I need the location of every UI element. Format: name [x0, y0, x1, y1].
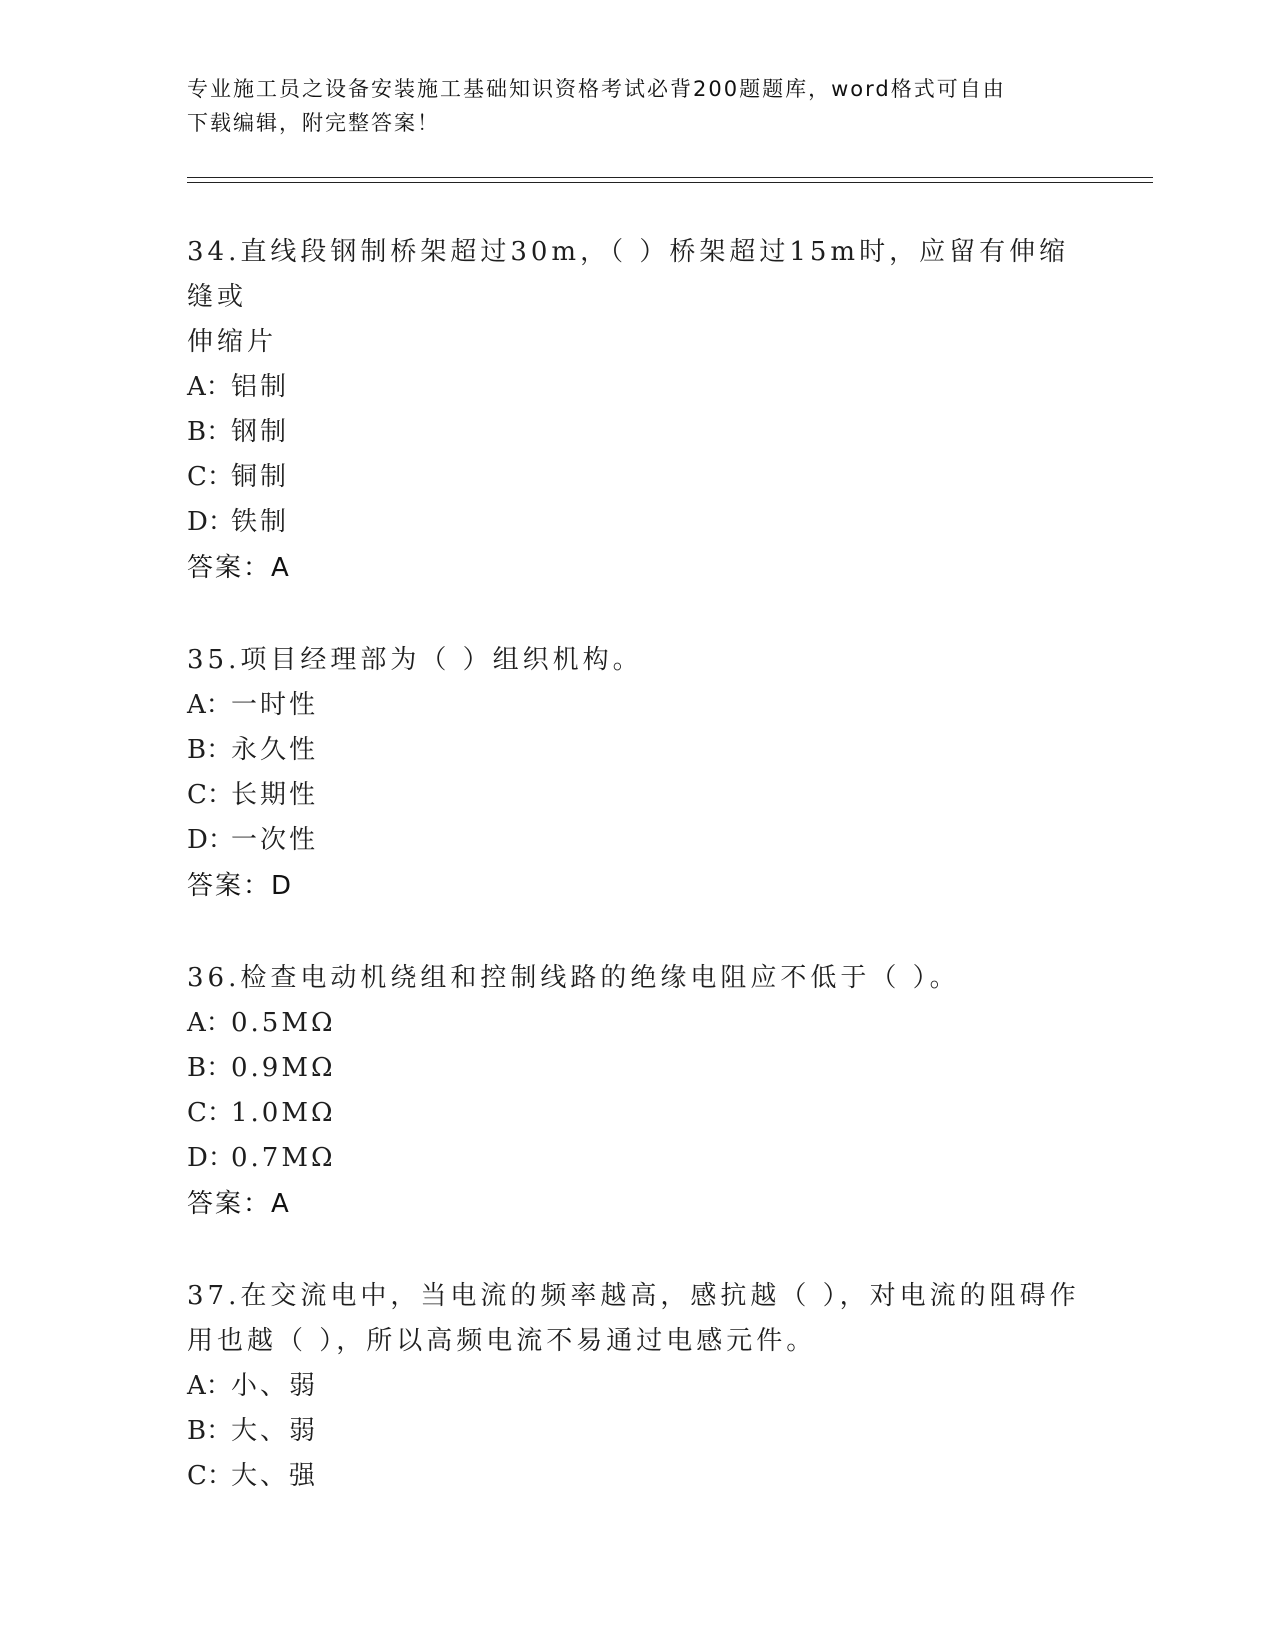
option-key: D： [187, 1143, 234, 1173]
option-key: D： [187, 507, 234, 537]
question-stem [187, 638, 1087, 683]
option-key: C： [187, 462, 233, 492]
option-c [187, 1091, 1087, 1136]
option-text: 一时性 [231, 690, 319, 720]
option-key: C： [187, 780, 233, 810]
answer-label: 答案：A [187, 1189, 291, 1219]
answer-label: 答案：D [187, 871, 294, 901]
option-a [187, 365, 1087, 410]
header-divider-top [187, 177, 1153, 178]
question-stem-line-1: 34.直线段钢制桥架超过30m，（ ）桥架超过15m时，应留有伸缩缝或 [187, 237, 1070, 312]
question-stem-line-2: 伸缩片 [187, 327, 278, 357]
option-c [187, 455, 1087, 500]
option-text: 大、强 [231, 1461, 319, 1491]
question-34 [187, 230, 1087, 592]
option-text: 钢制 [231, 417, 290, 447]
question-stem-line-2: 用也越（ ），所以高频电流不易通过电感元件。 [187, 1326, 817, 1356]
option-key: A： [187, 1008, 232, 1038]
option-key: A： [187, 690, 232, 720]
option-text: 长期性 [231, 780, 319, 810]
option-d [187, 1136, 1087, 1181]
option-d [187, 500, 1087, 545]
option-b [187, 1046, 1087, 1091]
option-text: 0.7MΩ [231, 1143, 336, 1173]
option-c [187, 773, 1087, 818]
question-stem [187, 230, 1087, 365]
header-divider-bottom [187, 182, 1153, 183]
option-key: B： [187, 1053, 233, 1083]
option-text: 小、弱 [231, 1371, 319, 1401]
question-stem-line-1: 35.项目经理部为（ ）组织机构。 [187, 645, 643, 675]
option-key: C： [187, 1461, 233, 1491]
option-text: 铜制 [231, 462, 290, 492]
header-title-line-2: 下载编辑，附完整答案！ [187, 111, 440, 135]
option-key: A： [187, 1371, 232, 1401]
option-b [187, 728, 1087, 773]
question-37 [187, 1274, 1087, 1499]
option-text: 1.0MΩ [231, 1098, 336, 1128]
question-stem-line-1: 36.检查电动机绕组和控制线路的绝缘电阻应不低于（ ）。 [187, 963, 960, 993]
option-d [187, 818, 1087, 863]
question-list [187, 230, 1087, 1545]
option-key: C： [187, 1098, 233, 1128]
option-a [187, 683, 1087, 728]
option-key: B： [187, 735, 233, 765]
option-a [187, 1364, 1087, 1409]
question-36 [187, 956, 1087, 1228]
option-text: 0.5MΩ [231, 1008, 336, 1038]
option-key: B： [187, 417, 233, 447]
header-title-line-1: 专业施工员之设备安装施工基础知识资格考试必背200题题库，word格式可自由 [187, 77, 1006, 101]
document-header [187, 72, 1087, 140]
question-stem [187, 956, 1087, 1001]
question-stem-line-1: 37.在交流电中，当电流的频率越高，感抗越（ ），对电流的阻碍作 [187, 1281, 1080, 1311]
option-key: D： [187, 825, 234, 855]
question-35 [187, 638, 1087, 910]
answer-label: 答案：A [187, 553, 291, 583]
option-text: 大、弱 [231, 1416, 319, 1446]
option-b [187, 1409, 1087, 1454]
option-key: A： [187, 372, 232, 402]
option-text: 铁制 [231, 507, 290, 537]
option-text: 一次性 [231, 825, 319, 855]
question-stem [187, 1274, 1087, 1364]
option-b [187, 410, 1087, 455]
option-text: 铝制 [231, 372, 290, 402]
option-key: B： [187, 1416, 233, 1446]
option-a [187, 1001, 1087, 1046]
option-text: 0.9MΩ [231, 1053, 336, 1083]
option-c [187, 1454, 1087, 1499]
option-text: 永久性 [231, 735, 319, 765]
